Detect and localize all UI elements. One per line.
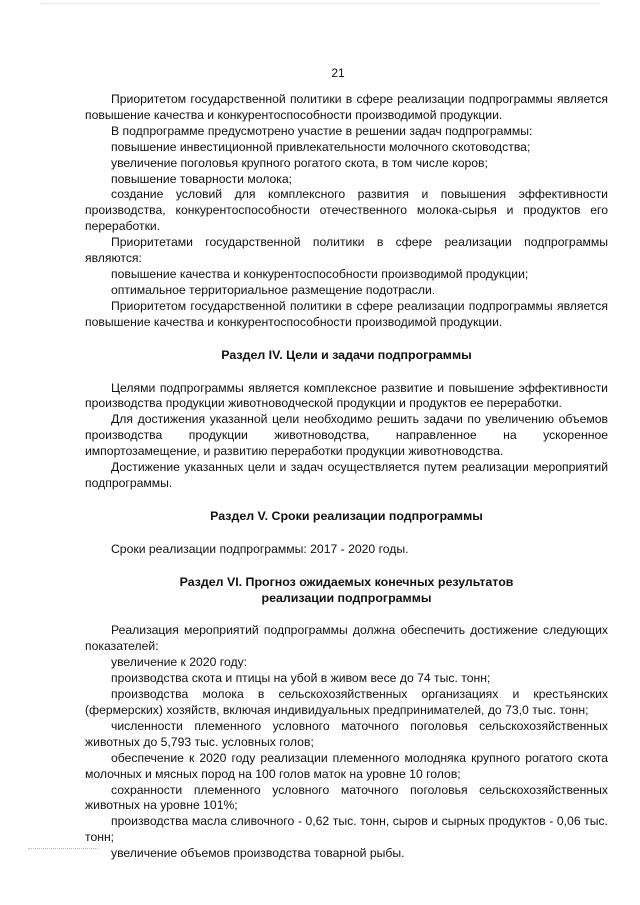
intro-block	[85, 92, 608, 331]
section-heading-5: Раздел V. Сроки реализации подпрограммы	[210, 508, 483, 523]
section-heading-4: Раздел IV. Цели и задачи подпрограммы	[221, 347, 472, 362]
list-item: производства молока в сельскохозяйственных организациях и крестьянских (фермерских) хозяйств, включая индивидуальных предпринимателей, до 73,0 тыс. тонн;	[85, 687, 608, 717]
paragraph: Приоритетом государственной политики в сфере реализации подпрограммы является повышение качества и конкурентоспособности производимой продукции.	[85, 298, 608, 329]
list-item: повышение инвестиционной привлекательности молочного скотоводства;	[111, 139, 531, 154]
document-body	[85, 92, 608, 862]
section-4-body	[85, 381, 608, 492]
paragraph: Достижение указанных цели и задач осуществляется путем реализации мероприятий подпрограммы.	[85, 460, 608, 490]
page-number: 21	[331, 66, 345, 80]
scan-artifact-top	[40, 3, 600, 6]
list-item: увеличение к 2020 году:	[111, 655, 248, 670]
section-heading-6-line-2: реализации подпрограммы	[261, 590, 432, 605]
list-item: сохранности племенного условного маточного поголовья сельскохозяйственных животных на уровне 101%;	[85, 782, 608, 813]
list-item: оптимальное территориальное размещение подотрасли.	[111, 282, 436, 297]
paragraph: Приоритетом государственной политики в сфере реализации подпрограммы является повышение качества и конкурентоспособности производимой продукции.	[85, 92, 608, 122]
scan-artifact-bottom	[28, 848, 98, 853]
paragraph: Целями подпрограммы является комплексное развитие и повышение эффективности производства продукции животноводческой продукции и продуктов ее переработки.	[85, 380, 608, 411]
section-heading-6-line-1: Раздел VI. Прогноз ожидаемых конечных результатов	[179, 574, 514, 589]
list-item: производства скота и птицы на убой в живом весе до 74 тыс. тонн;	[111, 671, 491, 686]
list-item: повышение товарности молока;	[111, 171, 293, 186]
list-item: производства масла сливочного - 0,62 тыс. тонн, сыров и сырных продуктов - 0,06 тыс. тонн;	[85, 814, 608, 845]
list-item: увеличение поголовья крупного рогатого скота, в том числе коров;	[111, 155, 488, 170]
paragraph: Реализация мероприятий подпрограммы должна обеспечить достижение следующих показателей:	[85, 623, 608, 654]
list-item: увеличение объемов производства товарной рыбы.	[111, 846, 405, 861]
section-5-body	[85, 542, 608, 558]
paragraph: В подпрограмме предусмотрено участие в решении задач подпрограммы:	[111, 123, 533, 138]
list-item: обеспечение к 2020 году реализации племенного молодняка крупного рогатого скота молочных и мясных пород на 100 голов маток на уровне 10 голов;	[85, 750, 608, 781]
section-6-body	[85, 623, 608, 862]
paragraph: Сроки реализации подпрограммы: 2017 - 2020 годы.	[111, 541, 409, 556]
list-item: повышение качества и конкурентоспособности производимой продукции;	[111, 266, 529, 281]
paragraph: Для достижения указанной цели необходимо решить задачи по увеличению объемов производства продукции животноводства, направленное на ускоренное импортозамещение, и развитию переработки продукции животноводства.	[85, 412, 608, 459]
list-item: численности племенного условного маточного поголовья сельскохозяйственных животных до 5,793 тыс. условных голов;	[85, 718, 608, 749]
paragraph: Приоритетами государственной политики в сфере реализации подпрограммы являются:	[85, 235, 608, 266]
list-item: создание условий для комплексного развития и повышения эффективности производства, конкурентоспособности отечественного молока-сырья и продуктов его переработки.	[85, 187, 608, 234]
